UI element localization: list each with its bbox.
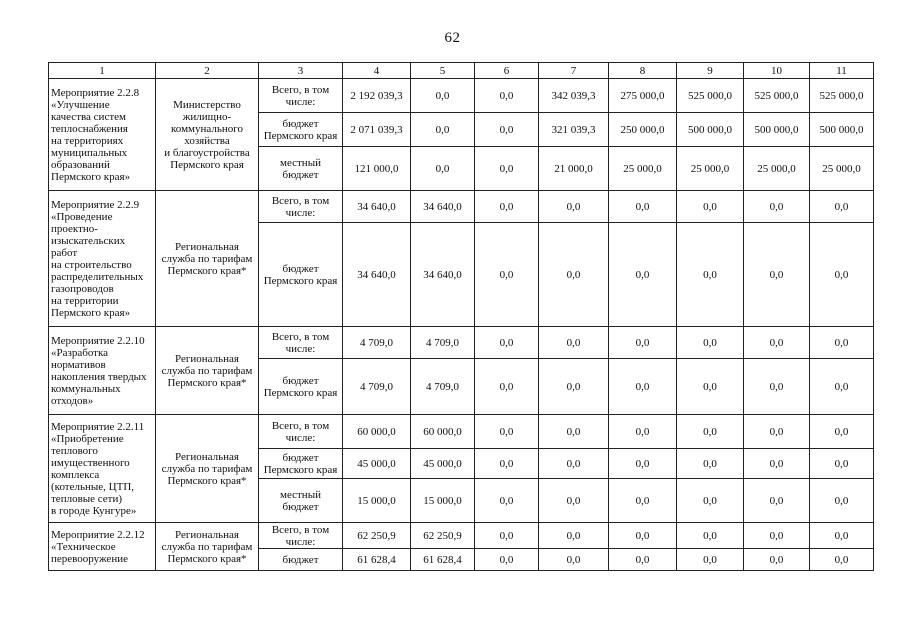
amount-cell: 0,0 [539, 549, 609, 571]
executor-cell [156, 191, 259, 327]
amount-cell: 34 640,0 [343, 223, 411, 327]
amount-cell: 0,0 [475, 147, 539, 191]
measure-name-cell [49, 523, 156, 571]
funding-source-cell [259, 79, 343, 113]
amount-cell: 0,0 [609, 449, 677, 479]
header-row [49, 63, 874, 79]
amount-cell: 0,0 [539, 359, 609, 415]
amount-cell: 250 000,0 [609, 113, 677, 147]
measure-name-cell [49, 327, 156, 415]
funding-source: бюджет Пермского края [263, 262, 338, 287]
amount-cell: 0,0 [810, 479, 874, 523]
measure-name-cell [49, 415, 156, 523]
amount-cell: 0,0 [677, 191, 744, 223]
executor-name: Министерство жилищно- коммунального хозяйства и благоустройства Пермского края [164, 98, 250, 171]
amount-cell: 62 250,9 [411, 523, 475, 549]
amount-cell: 4 709,0 [343, 359, 411, 415]
amount-cell: 0,0 [475, 113, 539, 147]
amount-cell: 500 000,0 [744, 113, 810, 147]
amount-cell: 61 628,4 [343, 549, 411, 571]
funding-source: Всего, в том числе: [271, 330, 330, 355]
amount-cell: 15 000,0 [411, 479, 475, 523]
amount-cell: 0,0 [475, 79, 539, 113]
amount-cell: 0,0 [810, 415, 874, 449]
amount-cell: 0,0 [677, 449, 744, 479]
funding-source-cell [259, 523, 343, 549]
table-row [49, 327, 874, 359]
amount-cell: 0,0 [475, 449, 539, 479]
amount-cell: 0,0 [744, 449, 810, 479]
amount-cell: 0,0 [677, 327, 744, 359]
amount-cell: 0,0 [744, 359, 810, 415]
amount-cell: 0,0 [744, 549, 810, 571]
amount-cell: 0,0 [411, 113, 475, 147]
funding-source: местный бюджет [280, 156, 321, 181]
amount-cell: 34 640,0 [411, 223, 475, 327]
amount-cell: 0,0 [609, 191, 677, 223]
column-header: 10 [744, 63, 810, 79]
amount-cell: 0,0 [744, 191, 810, 223]
funding-source-cell [259, 549, 343, 571]
amount-cell: 25 000,0 [744, 147, 810, 191]
amount-cell: 0,0 [539, 415, 609, 449]
table-row [49, 79, 874, 113]
amount-cell: 21 000,0 [539, 147, 609, 191]
funding-source-cell [259, 479, 343, 523]
amount-cell: 321 039,3 [539, 113, 609, 147]
funding-source-cell [259, 223, 343, 327]
amount-cell: 0,0 [677, 549, 744, 571]
amount-cell: 0,0 [609, 479, 677, 523]
funding-source: Всего, в том числе: [271, 523, 330, 548]
amount-cell: 0,0 [609, 359, 677, 415]
amount-cell: 275 000,0 [609, 79, 677, 113]
measure-name-cell [49, 191, 156, 327]
measure-name: Мероприятие 2.2.10 «Разработка нормативов накопления твердых коммунальных отходов» [51, 334, 147, 407]
column-header: 8 [609, 63, 677, 79]
amount-cell: 4 709,0 [411, 327, 475, 359]
column-header: 3 [259, 63, 343, 79]
column-header: 2 [156, 63, 259, 79]
amount-cell: 25 000,0 [810, 147, 874, 191]
column-header: 7 [539, 63, 609, 79]
amount-cell: 0,0 [539, 523, 609, 549]
amount-cell: 60 000,0 [343, 415, 411, 449]
column-header: 1 [49, 63, 156, 79]
executor-cell [156, 523, 259, 571]
amount-cell: 525 000,0 [744, 79, 810, 113]
amount-cell: 25 000,0 [609, 147, 677, 191]
funding-source-cell [259, 415, 343, 449]
amount-cell: 0,0 [475, 549, 539, 571]
budget-table [48, 62, 874, 571]
funding-source: Всего, в том числе: [271, 83, 330, 108]
funding-source: бюджет Пермского края [263, 117, 338, 142]
amount-cell: 0,0 [609, 523, 677, 549]
amount-cell: 0,0 [810, 449, 874, 479]
amount-cell: 2 192 039,3 [343, 79, 411, 113]
measure-name-cell [49, 79, 156, 191]
amount-cell: 0,0 [475, 327, 539, 359]
amount-cell: 525 000,0 [810, 79, 874, 113]
funding-source: Всего, в том числе: [271, 194, 330, 219]
amount-cell: 0,0 [744, 223, 810, 327]
amount-cell: 34 640,0 [343, 191, 411, 223]
amount-cell: 0,0 [539, 449, 609, 479]
amount-cell: 0,0 [677, 523, 744, 549]
amount-cell: 2 071 039,3 [343, 113, 411, 147]
amount-cell: 0,0 [539, 479, 609, 523]
funding-source-cell [259, 191, 343, 223]
funding-source-cell [259, 113, 343, 147]
measure-name: Мероприятие 2.2.11 «Приобретение теплового имущественного комплекса (котельные, ЦТП, тепловые сети) в городе Кунгуре» [51, 420, 145, 517]
amount-cell: 0,0 [810, 223, 874, 327]
funding-source: бюджет [282, 553, 319, 566]
executor-cell [156, 327, 259, 415]
measure-name: Мероприятие 2.2.12 «Техническое перевооружение [51, 528, 145, 565]
table-row [49, 523, 874, 549]
amount-cell: 0,0 [677, 359, 744, 415]
amount-cell: 45 000,0 [411, 449, 475, 479]
amount-cell: 0,0 [744, 327, 810, 359]
amount-cell: 0,0 [475, 223, 539, 327]
funding-source: бюджет Пермского края [263, 451, 338, 476]
amount-cell: 0,0 [475, 479, 539, 523]
amount-cell: 0,0 [810, 523, 874, 549]
funding-source: Всего, в том числе: [271, 419, 330, 444]
amount-cell: 525 000,0 [677, 79, 744, 113]
executor-name: Региональная служба по тарифам Пермского края* [161, 352, 253, 389]
amount-cell: 0,0 [744, 479, 810, 523]
amount-cell: 0,0 [411, 147, 475, 191]
executor-name: Региональная служба по тарифам Пермского края* [161, 450, 253, 487]
column-header: 5 [411, 63, 475, 79]
column-header: 11 [810, 63, 874, 79]
funding-source-cell [259, 147, 343, 191]
amount-cell: 0,0 [609, 415, 677, 449]
amount-cell: 61 628,4 [411, 549, 475, 571]
amount-cell: 45 000,0 [343, 449, 411, 479]
executor-cell [156, 415, 259, 523]
amount-cell: 0,0 [539, 191, 609, 223]
amount-cell: 0,0 [810, 191, 874, 223]
amount-cell: 0,0 [475, 523, 539, 549]
executor-cell [156, 79, 259, 191]
amount-cell: 0,0 [810, 359, 874, 415]
amount-cell: 0,0 [539, 223, 609, 327]
amount-cell: 4 709,0 [343, 327, 411, 359]
funding-source-cell [259, 327, 343, 359]
amount-cell: 0,0 [609, 223, 677, 327]
funding-source-cell [259, 359, 343, 415]
amount-cell: 0,0 [411, 79, 475, 113]
measure-name: Мероприятие 2.2.9 «Проведение проектно- изыскательских работ на строительство распределительных газопроводов на территории Пермского края» [51, 198, 144, 319]
amount-cell: 0,0 [677, 479, 744, 523]
funding-source: местный бюджет [280, 488, 321, 513]
amount-cell: 0,0 [609, 327, 677, 359]
column-header: 4 [343, 63, 411, 79]
amount-cell: 500 000,0 [677, 113, 744, 147]
measure-name: Мероприятие 2.2.8 «Улучшение качества систем теплоснабжения на территориях муниципальных образований Пермского края» [51, 86, 140, 183]
amount-cell: 0,0 [539, 327, 609, 359]
amount-cell: 0,0 [810, 549, 874, 571]
amount-cell: 0,0 [475, 415, 539, 449]
amount-cell: 0,0 [810, 327, 874, 359]
amount-cell: 121 000,0 [343, 147, 411, 191]
amount-cell: 25 000,0 [677, 147, 744, 191]
amount-cell: 60 000,0 [411, 415, 475, 449]
amount-cell: 342 039,3 [539, 79, 609, 113]
funding-source-cell [259, 449, 343, 479]
amount-cell: 0,0 [677, 415, 744, 449]
amount-cell: 500 000,0 [810, 113, 874, 147]
amount-cell: 0,0 [475, 191, 539, 223]
amount-cell: 0,0 [609, 549, 677, 571]
amount-cell: 62 250,9 [343, 523, 411, 549]
amount-cell: 34 640,0 [411, 191, 475, 223]
amount-cell: 0,0 [677, 223, 744, 327]
column-header: 9 [677, 63, 744, 79]
page-number: 62 [444, 30, 461, 46]
column-header: 6 [475, 63, 539, 79]
amount-cell: 4 709,0 [411, 359, 475, 415]
table-body [49, 79, 874, 571]
amount-cell: 0,0 [744, 523, 810, 549]
amount-cell: 0,0 [744, 415, 810, 449]
table-row [49, 191, 874, 223]
executor-name: Региональная служба по тарифам Пермского края* [161, 240, 253, 277]
funding-source: бюджет Пермского края [263, 374, 338, 399]
executor-name: Региональная служба по тарифам Пермского края* [161, 528, 253, 565]
amount-cell: 15 000,0 [343, 479, 411, 523]
table-row [49, 415, 874, 449]
amount-cell: 0,0 [475, 359, 539, 415]
